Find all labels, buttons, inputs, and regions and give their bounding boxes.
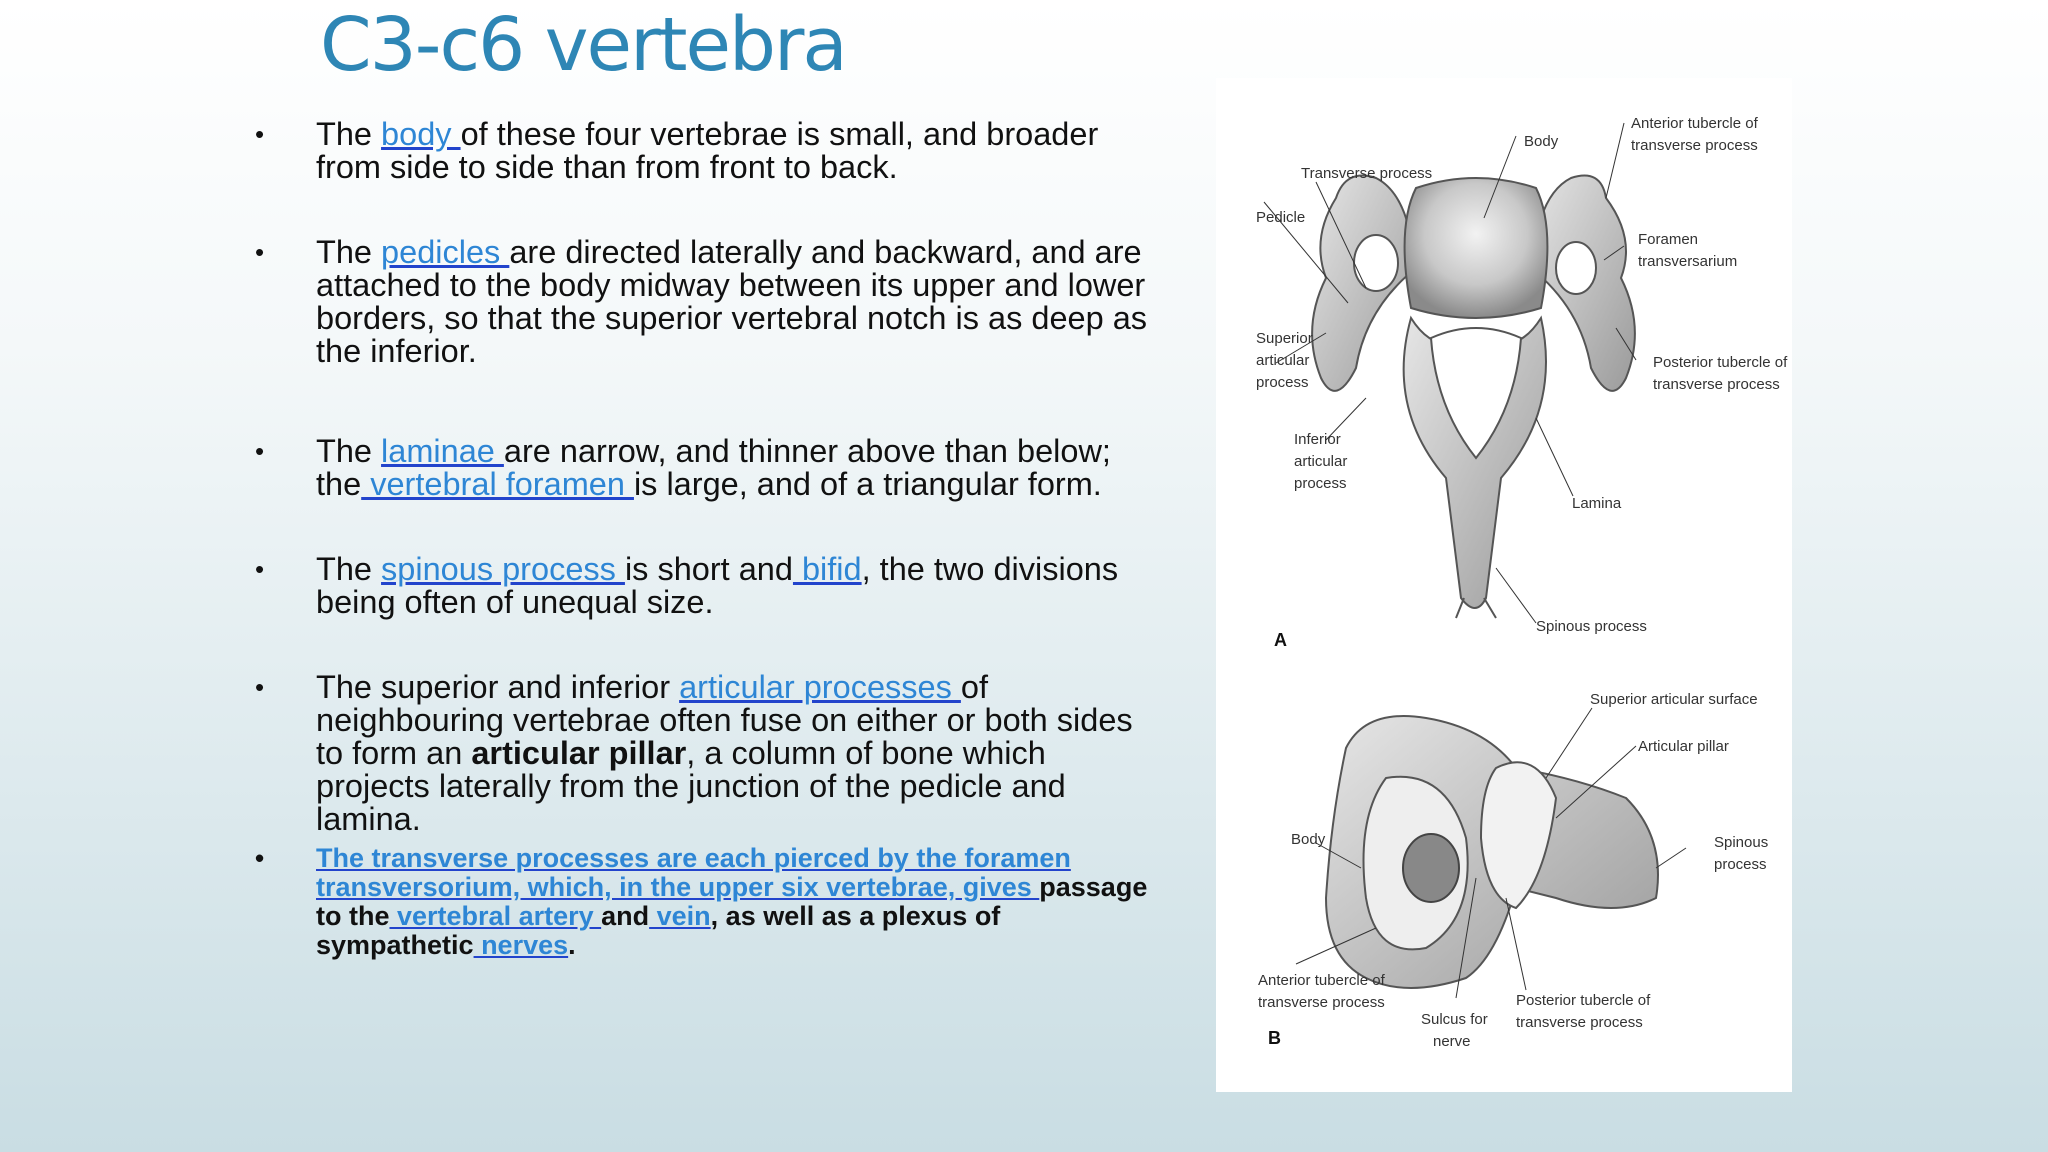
label-a-pedicle: Pedicle [1256, 209, 1306, 226]
bullet-text: is large, and of a triangular form. [633, 466, 1102, 502]
slide-title: C3-c6 vertebra [320, 2, 846, 88]
label-b-anterior-tubercle: transverse process [1258, 994, 1385, 1011]
bullet-text: is short and [624, 551, 793, 587]
vertebra-illustration [1216, 78, 1792, 1092]
link-laminae[interactable]: laminae [381, 433, 504, 469]
label-a-lamina: Lamina [1572, 495, 1622, 512]
bold-articular-pillar: articular pillar [471, 735, 687, 771]
bullet-text: The [316, 433, 382, 469]
label-b-posterior-tubercle: Posterior tubercle of [1516, 992, 1651, 1009]
bullet-text: . [568, 930, 576, 960]
link-pedicles[interactable]: pedicles [381, 234, 510, 270]
bullet-text: of neighbouring vertebrae often fuse on either or both sides to form an [316, 669, 1133, 771]
vertebra-figure [1216, 78, 1792, 1092]
link-spinous-process[interactable]: spinous process [381, 551, 625, 587]
label-a-inferior-articular: Inferior [1294, 431, 1341, 448]
link-vertebral-artery[interactable]: vertebral artery [389, 901, 602, 931]
label-a-body: Body [1524, 133, 1559, 150]
bullet-spinous [255, 553, 1155, 619]
bullet-text: The [316, 116, 382, 152]
label-a-anterior-tubercle: Anterior tubercle of [1631, 115, 1758, 132]
bullet-text: are directed laterally and backward, and are attached to the body midway between its upper and lower borders, so that the superior vertebral notch is as deep as the inferior. [316, 234, 1148, 369]
link-transverse-processes[interactable]: The transverse processes are each pierced by the foramen transversorium, which, in the upper six vertebrae, gives [316, 843, 1071, 902]
label-b-articular-pillar: Articular pillar [1638, 738, 1729, 755]
label-a-foramen: transversarium [1638, 253, 1738, 270]
label-b-posterior-tubercle: transverse process [1516, 1014, 1643, 1031]
bullet-text: of these four vertebrae is small, and broader from side to side than from front to back. [316, 116, 1099, 185]
bullet-text: , the two divisions being often of unequal size. [316, 551, 1119, 620]
label-b-superior-articular-surface: Superior articular surface [1590, 691, 1758, 708]
label-b-spinous: Spinous [1714, 834, 1769, 851]
bullet-text: passage to the [316, 872, 1148, 931]
label-a-inferior-articular: process [1294, 475, 1347, 492]
bullet-articular [255, 671, 1155, 836]
label-a-posterior-tubercle: Posterior tubercle of [1653, 354, 1788, 371]
label-b-sulcus: nerve [1433, 1033, 1471, 1050]
label-a-posterior-tubercle: transverse process [1653, 376, 1780, 393]
label-a-anterior-tubercle: transverse process [1631, 137, 1758, 154]
figure-a-drawing [1312, 176, 1635, 619]
bullet-text: The [316, 234, 382, 270]
link-bifid[interactable]: bifid [792, 551, 862, 587]
link-articular-processes[interactable]: articular processes [679, 669, 961, 705]
bullet-text: The [316, 551, 382, 587]
bullet-pedicles [255, 236, 1155, 368]
label-b-anterior-tubercle: Anterior tubercle of [1258, 972, 1385, 989]
bullet-text: , as well as a plexus of sympathetic [316, 901, 1001, 960]
figure-b-drawing [1326, 716, 1658, 988]
link-vein[interactable]: vein [649, 901, 711, 931]
label-a-superior-articular: process [1256, 374, 1309, 391]
link-vertebral-foramen[interactable]: vertebral foramen [361, 466, 634, 502]
bullet-laminae [255, 435, 1155, 501]
figure-letter-a: A [1274, 630, 1287, 650]
label-b-sulcus: Sulcus for [1421, 1011, 1488, 1028]
bullet-text: , a column of bone which projects laterally from the junction of the pedicle and lamina. [316, 735, 1066, 837]
label-a-superior-articular: Superior [1256, 330, 1313, 347]
label-b-body: Body [1291, 831, 1326, 848]
link-nerves[interactable]: nerves [473, 930, 569, 960]
label-a-foramen: Foramen [1638, 231, 1699, 248]
bullet-transverse [255, 844, 1155, 960]
bullet-body [255, 118, 1155, 184]
bullet-text: are narrow, and thinner above than below; the [316, 433, 1111, 502]
label-a-inferior-articular: articular [1294, 453, 1348, 470]
bullet-list [255, 118, 1155, 960]
figure-letter-b: B [1268, 1028, 1281, 1048]
bullet-text: and [601, 901, 650, 931]
link-body[interactable]: body [381, 116, 461, 152]
label-a-superior-articular: articular [1256, 352, 1310, 369]
bullet-text: The superior and inferior [316, 669, 680, 705]
label-a-transverse-process: Transverse process [1301, 165, 1433, 182]
label-b-spinous: process [1714, 856, 1767, 873]
label-a-spinous-process: Spinous process [1536, 618, 1647, 635]
